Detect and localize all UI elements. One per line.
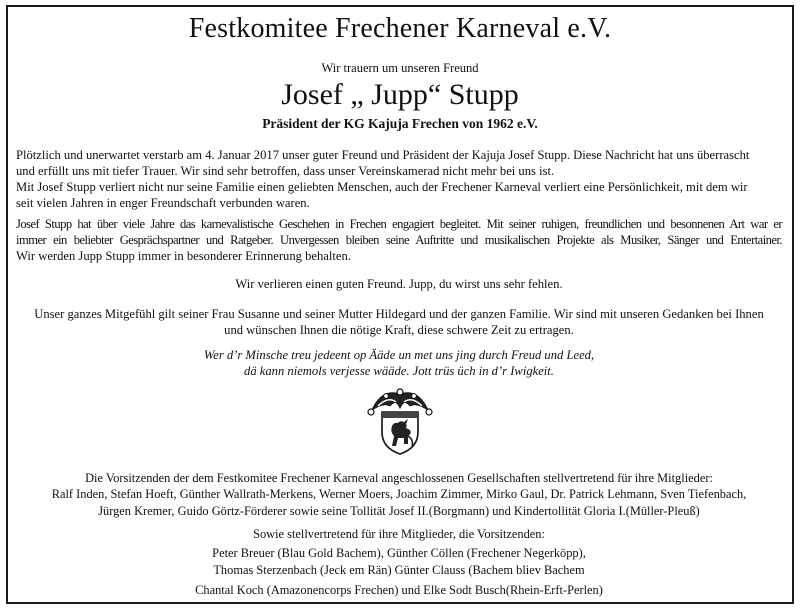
dialect-quote <box>16 347 782 379</box>
text-line: Josef Stupp hat über viele Jahre das karnevalistische Geschehen in Frechen engagiert begleitet. Mit seiner ruhigen, freundlichen und besonnenen Art war er <box>16 217 782 231</box>
paragraph-tribute <box>16 216 782 264</box>
quote-line: Wer d’r Minsche treu jedeent op Ääde un met uns jing durch Freud und Leed, <box>203 348 595 362</box>
paragraph-farewell: Wir verlieren einen guten Freund. Jupp, du wirst uns sehr fehlen. <box>235 277 563 291</box>
text-line: Unser ganzes Mitgefühl gilt seiner Frau Susanne und seiner Mutter Hildegard und der ganzen Familie. Wir sind mit unseren Gedanken bei Ihnen <box>34 307 764 321</box>
paragraph-condolence <box>16 306 782 338</box>
signature-line: Jürgen Kremer, Guido Görtz-Förderer sowie seine Tollität Josef II.(Borgmann) und Kindertollität Gloria I.(Müller-Pleuß) <box>98 503 700 518</box>
signature-line: Chantal Koch (Amazonencorps Frechen) und Elke Sodt Busch(Rhein-Erft-Perlen) <box>195 582 603 597</box>
deceased-name: Josef „ Jupp“ Stupp <box>281 78 519 111</box>
text-line: und erfüllt uns mit tiefer Trauer. Wir sind sehr betroffen, dass unser Vereinskamerad nicht mehr bei uns ist. <box>16 164 555 178</box>
text-line: Plötzlich und unerwartet verstarb am 4. Januar 2017 unser guter Freund und Präsident der Kajuja Josef Stupp. Diese Nachricht hat uns überrascht <box>16 148 750 162</box>
signature-line: Peter Breuer (Blau Gold Bachem), Günther Cöllen (Frechener Negerköpp), <box>212 546 586 561</box>
signatures-members <box>10 470 788 519</box>
intro-line: Wir trauern um unseren Freund <box>321 61 479 75</box>
text-line: immer ein beliebter Gesprächspartner und Ratgeber. Unvergessen bleiben seine Auftritte und musikalischen Projekte als Musiker, Sänger und Entertainer. <box>16 233 782 247</box>
signatures-intro-2: Sowie stellvertretend für ihre Mitglieder, die Vorsitzenden: <box>253 527 545 541</box>
signatures-intro: Die Vorsitzenden der dem Festkomitee Frechener Karneval angeschlossenen Gesellschaften stellvertretend für ihre Mitglieder: <box>85 471 713 485</box>
deceased-role: Präsident der KG Kajuja Frechen von 1962 e.V. <box>262 116 538 131</box>
text-line: seit vielen Jahren in enger Freundschaft verbunden waren. <box>16 196 310 210</box>
text-line: und wünschen Ihnen die nötige Kraft, diese schwere Zeit zu ertragen. <box>224 323 574 337</box>
text-line: Wir werden Jupp Stupp immer in besonderer Erinnerung behalten. <box>16 249 351 263</box>
organization-title: Festkomitee Frechener Karneval e.V. <box>188 13 612 44</box>
signature-line: Ralf Inden, Stefan Hoeft, Günther Wallrath-Merkens, Werner Moers, Joachim Zimmer, Mirko Gaul, Dr. Patrick Lehmann, Sven Tiefenbach, <box>51 487 747 502</box>
signatures-chairs <box>10 526 788 598</box>
quote-line: dä kann niemols verjesse wääde. Jott trüs üch in d’r Iwigkeit. <box>244 364 554 378</box>
text-line: Mit Josef Stupp verliert nicht nur seine Familie einen geliebten Menschen, auch der Frechener Karneval verliert eine Persönlichkeit, mit dem wir <box>16 180 748 194</box>
signature-line: Thomas Sterzenbach (Jeck em Rän) Günter Clauss (Bachem bliev Bachem <box>213 562 585 577</box>
jester-cap-lion-crest-icon <box>364 384 436 456</box>
paragraph-announcement <box>16 147 782 211</box>
